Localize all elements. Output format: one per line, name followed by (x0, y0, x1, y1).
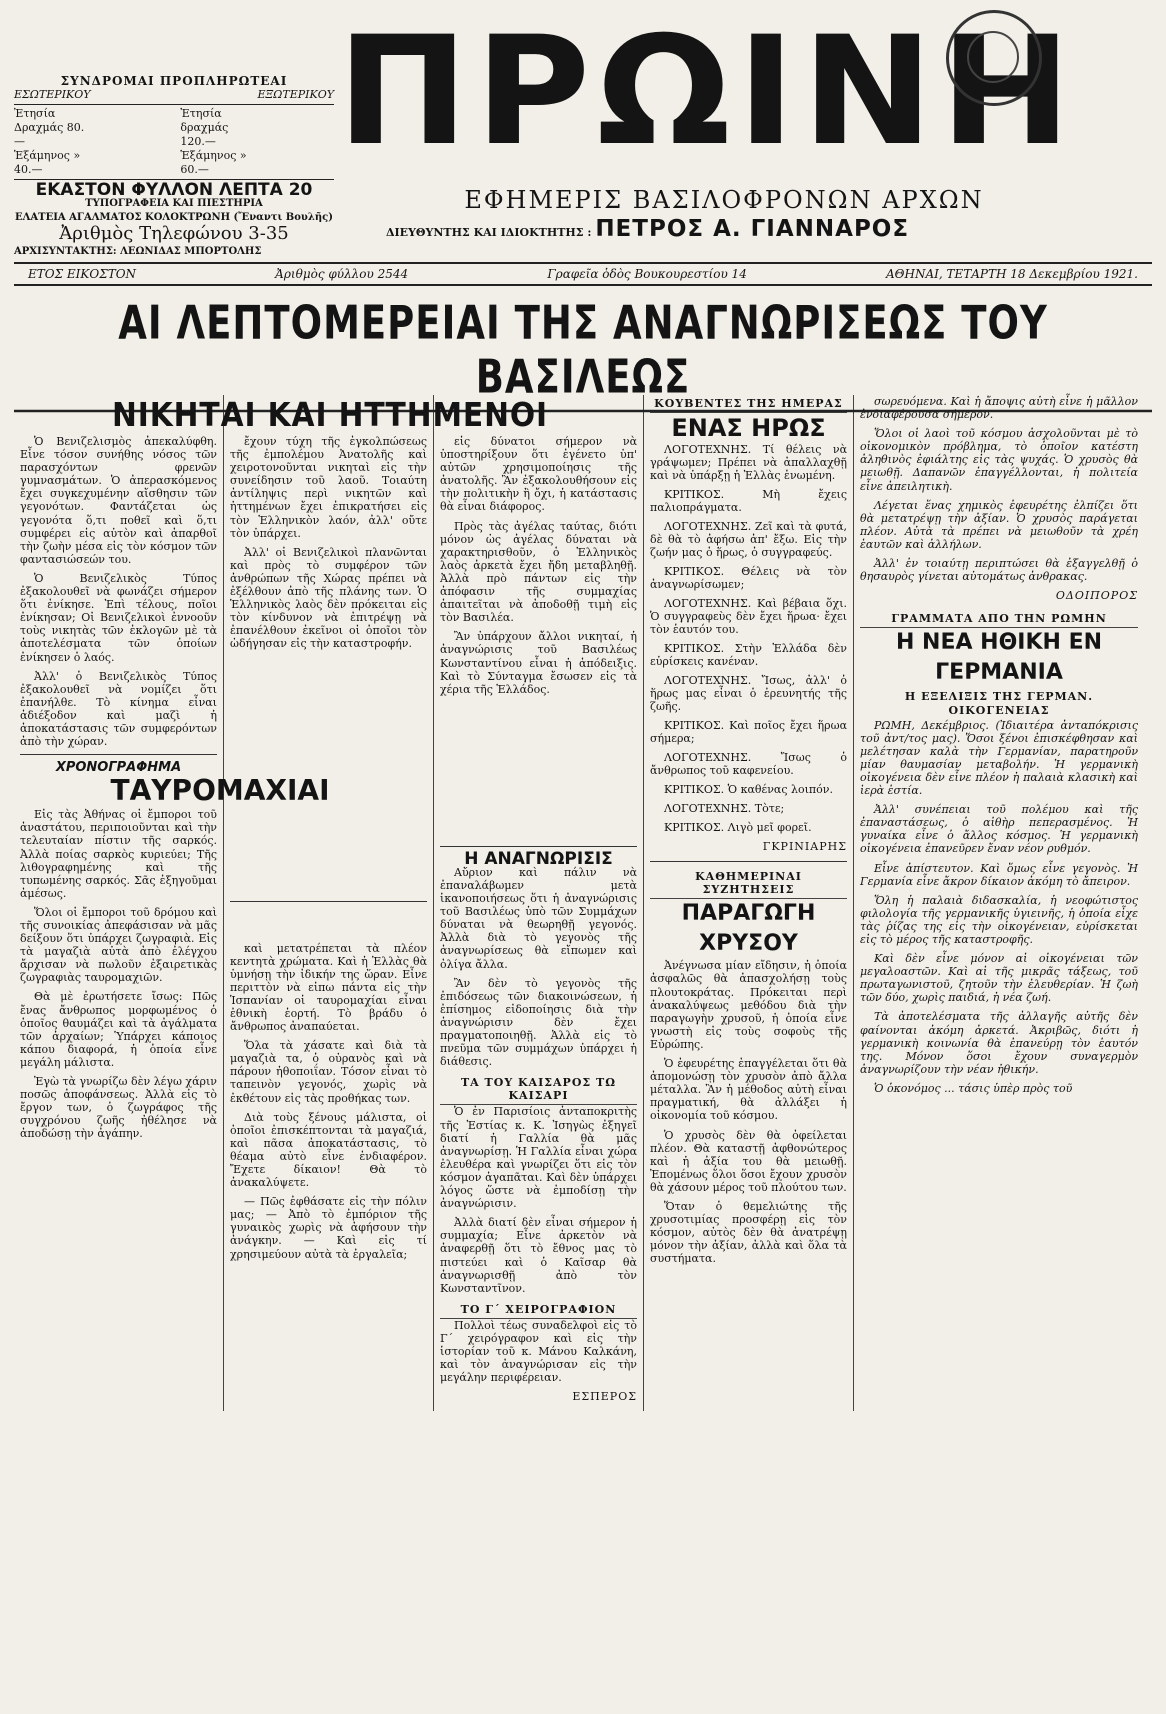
gold-paragraph: Ὅταν ὁ θεμελιώτης τῆς χρυσοτιμίας προσφέρῃ εἰς τὸν κόσμον, αὐτὸς δὲν θὰ ἀνατρέψῃ μόνον τὴν ἀξίαν, ἀλλὰ καὶ ὅλα τὰ συστήματα. (650, 1199, 847, 1266)
for-half: Ἑξάμηνος » 60.— (180, 149, 247, 176)
chronography-paragraph: καὶ μετατρέπεται τὰ πλέον κεντητὰ χρώματα. Καὶ ἡ Ἐλλὰς θὰ ὑμνήσῃ τὴν ἰδικήν της ὥραν. Εἶνε περιττὸν νὰ εἰπω πάντα εἰς τὴν Ἱσπανίαν οἱ ταυρομαχίαι εἶναι ἐθνικὴ ἑορτή. Τὸ βράδυ ὁ ἄνθρωπος ἀναπαύεται. (230, 941, 427, 1034)
lead-paragraph: ἔχουν τύχη τῆς ἐγκολπώσεως τῆς ἐμπολέμου Ἀνατολῆς καὶ χειροτονοῦνται νικηταὶ εἰς τὴν συνείδησιν τοῦ λαοῦ. Τοιαύτη ἀντίληψις περὶ νικητῶν καὶ ἡττημένων ἔχει ἐπικρατήσει εἰς τὸν Ἑλληνικὸν λαόν, ἀλλ' οὔτε τὸν ὑπάρχει. (230, 435, 427, 540)
dialog-line: ΚΡΙΤΙΚΟΣ. Μὴ ἔχεις παλιοπράγματα. (650, 488, 847, 515)
right-paragraph: Ὅλη ἡ παλαιὰ διδασκαλία, ἡ νεοφώτιστος φιλολογία τῆς γερμανικῆς ὑγιεινῆς, ἡ ὁποία εἶχε τὰς ῥίζας της εἰς τὴν οἰκογένειαν, εὐρίσκεται εἰς τὸ μέρος τῆς καταστροφῆς. (860, 893, 1138, 946)
dialog-line: ΛΟΓΟΤΕΧΝΗΣ. Ζεῖ καὶ τὰ φυτά, δὲ θὰ τὸ ἀφήσω ἀπ' ἔξω. Εἰς τὴν ζωήν μας ὁ ἥρως, ὁ συγγραφεύς. (650, 520, 847, 560)
domestic-label: ΕΣΩΤΕΡΙΚΟΥ (14, 88, 91, 101)
gold-label: ΚΑΘΗΜΕΡΙΝΑΙ ΣΥΖΗΤΗΣΕΙΣ (650, 868, 847, 899)
dialog-label: ΚΟΥΒΕΝΤΕΣ ΤΗΣ ΗΜΕΡΑΣ (650, 395, 847, 413)
right-paragraph: σωρευόμενα. Καὶ ἡ ἄποψις αὐτὴ εἶνε ἡ μᾶλλον ἐνδιαφέρουσα σήμερον. (860, 395, 1138, 422)
chronography-paragraph: Ὅλοι οἱ ἔμποροι τοῦ δρόμου καὶ τῆς συνοικίας ἀπεφάσισαν νὰ μᾶς δείξουν ὅτι ὑπάρχει ζωγραφιὰ. Εἰς τὰ μαγαζιὰ αὐτὰ ἀπὸ ἐλέγχου ἄρχισαν νὰ πωλοῦν ἐξαιρετικὰς ζωγραφιὰς ταυρομαχιῶν. (20, 905, 217, 985)
director-label: ΔΙΕΥΘΥΝΤΗΣ ΚΑΙ ΙΔΙΟΚΤΗΤΗΣ : (386, 226, 592, 239)
column-5 (854, 395, 1144, 1411)
lead-paragraph: Πρὸς τὰς ἀγέλας ταύτας, διότι μόνον ὡς ἀγέλας δύναται νὰ χαρακτηρισθοῦν, ὁ Ἑλληνικὸς λαὸς ἀρκετὰ ἔχει ἤδη μεταβληθῇ. Ἀλλὰ πρὸ πάντων εἰς τὴν ἀπόφασιν τῆς συμμαχίας ἀπαιτεῖται νὰ ἀποδοθῇ τιμὴ εἰς τὸν Βασιλέα. (440, 519, 637, 625)
lead-paragraph: Ὁ Βενιζελικὸς Τύπος ἐξακολουθεῖ νὰ φωνάζει σήμερον ὅτι ἐνίκησε. Ἐπὶ τέλους, ποῖοι ἐνίκησαν; Οἱ Βενιζελικοὶ ἐννοοῦν τοὺς νικητὰς τῶν ἐκλογῶν μὲ τὰ ἀποτελέσματα τῶν ὁποίων ἐνίκησεν ὁ λαός. (20, 571, 217, 664)
dialog-title: ΕΝΑΣ ΗΡΩΣ (671, 414, 826, 443)
right-paragraph: Εἶνε ἀπίστευτον. Καὶ ὅμως εἶνε γεγονὸς. Ἡ Γερμανία εἶνε ἄκρον δίκαιον ἀκόμη τὸ ἄπειρον. (860, 861, 1138, 888)
dialog-line: ΛΟΓΟΤΕΧΝΗΣ. Καὶ βέβαια ὅχι. Ὁ συγγραφεὺς δὲν ἔχει ἥρωα· ἔχει τὸν ἑαυτόν του. (650, 597, 847, 637)
letter-label: ΓΡΑΜΜΑΤΑ ΑΠΟ ΤΗΝ ΡΩΜΗΝ (860, 610, 1138, 628)
year-label: ΕΤΟΣ ΕΙΚΟΣΤΟΝ (28, 267, 137, 281)
chief-editor: ΑΡΧΙΣΥΝΤΑΚΤΗΣ: ΛΕΩΝΙΔΑΣ ΜΠΟΡΤΟΛΗΣ (14, 246, 262, 257)
dialog-line: ΚΡΙΤΙΚΟΣ. Λιγὸ μεῖ φορεῖ. (664, 821, 812, 835)
right-paragraph: Ἀλλ' συνέπειαι τοῦ πολέμου καὶ τῆς ἐπαναστάσεως, ὁ αἰθὴρ πεπερασμένος. Ἡ γυναίκα εἶνε ὁ ἄλλος κόσμος. Ἡ γερμανικὴ οἰκογένεια ἐπανεῦρεν ἔναν νέον ρυθμόν. (860, 803, 1138, 856)
right-paragraph: Ὅλοι οἱ λαοὶ τοῦ κόσμου ἀσχολοῦνται μὲ τὸ οἰκονομικὸν πρόβλημα, τὸ ὁποῖον κατέστη ἀληθινὸς ἐφιάλτης εἰς τὰς ψυχάς. Ὁ χρυσὸς θὰ μειωθῇ. Δαπανῶν ἐπαγγέλλονται, ἡ πολιτεία εἶνε ἀπειλητικὴ. (860, 427, 1138, 493)
chronography-paragraph: Θὰ μὲ ἐρωτήσετε ἴσως: Πῶς ἔνας ἄνθρωπος μορφωμένος ὁ ὁποῖος θαυμάζει καὶ τὰ ἀγάλματα τῶν ἀρχαίων; Ὑπάρχει κάποιος κάπου διαφορά, ἡ ὁποία εἶνε μεγάλη μάλιστα. (20, 990, 217, 1069)
lead-paragraph: Ἀλλ' ὁ Βενιζελικὸς Τύπος ἐξακολουθεῖ νὰ νομίζει ὅτι ἐπανήλθε. Τὸ κίνημα εἶναι ἀδιέξοδον καὶ μαζὶ ἡ ἀποκατάστασις τῶν συμφερόντων ἀπὸ τὴν χώραν. (20, 669, 217, 749)
foreign-label: ΕΞΩΤΕΡΙΚΟΥ (257, 88, 334, 101)
column-2 (224, 395, 434, 1411)
right-signature: ΟΔΟΙΠΟΡΟΣ (1055, 589, 1138, 603)
recognition-title: Η ΑΝΑΓΝΩΡΙΣΙΣ (464, 848, 613, 869)
recognition-paragraph: Ἀλλὰ διατί δὲν εἶναι σήμερον ἡ συμμαχία; Εἶνε ἀρκετὸν νὰ ἀναφερθῇ ὅτι τὸ ἔθνος μας τὸ πιστεύει καὶ ὁ Καῖσαρ θὰ ἀναγνωρισθῇ ἀπὸ τὸν Κωνσταντῖνον. (440, 1216, 637, 1295)
stamp-seal (946, 10, 1042, 106)
subscription-cols (14, 88, 334, 102)
subscription-prices (14, 104, 334, 180)
gold-paragraph: Ὁ χρυσὸς δὲν θὰ ὀφείλεται πλέον. Θὰ καταστῇ ἀφθονώτερος καὶ ἡ ἀξία του θὰ μειωθῇ. Ἐπομένως ὅλοι ὅσοι ἔχουν χρυσὸν θὰ χάσουν μέρος τοῦ πλούτου των. (650, 1128, 847, 1194)
dialog-line: ΛΟΓΟΤΕΧΝΗΣ. Τὸτε; (664, 802, 785, 816)
director-line (386, 216, 1086, 242)
chronography-title: ΤΑΥΡΟΜΑΧΙΑΙ (110, 774, 330, 808)
chronography-signature: ΕΣΠΕΡΟΣ (572, 1390, 637, 1404)
divider (650, 861, 847, 862)
recognition-paragraph: Ὁ ἐν Παρισίοις ἀνταποκριτὴς τῆς Ἑστίας κ. Κ. Ἰσηγὼς ἐξηγεῖ διατί ἡ Γαλλία θὰ μᾶς ἀναγνωρίσῃ. Ἡ Γαλλία εἶναι χώρα ἐλευθέρα καὶ γνωρίζει ὅτι εἰς τὸν κόσμον ἀγαπᾶται. Καὶ δὲν ὑπάρχει λόγος ὥστε νὰ ἐμποδίσῃ τὴν ἀναγνώρισιν. (440, 1105, 637, 1211)
dialog-line: ΚΡΙΤΙΚΟΣ. Στὴν Ἑλλάδα δὲν εὑρίσκεις κανέναν. (650, 642, 847, 669)
gold-paragraph: Ἀνέγνωσα μίαν εἴδησιν, ἡ ὁποία ἀσφαλῶς θὰ ἀπασχολήσῃ τοὺς πλουτοκράτας. Πρόκειται περὶ ἀνακαλύψεως μεθόδου διὰ τὴν παραγωγὴν χρυσοῦ, ἡ ὁποία εἶνε γνωστὴ εἰς τοὺς σοφοὺς τῆς Εὐρώπης. (650, 959, 847, 1051)
lead-paragraph: εἰς δύνατοι σήμερον νὰ ὑποστηρίξουν ὅτι ἐγένετο ὑπ' αὐτῶν χρησιμοποίησις τῆς ἀνατολῆς. Ἂν ἐξακολουθήσουν εἰς τὴν πολιτικὴν ἢ ὄχι, ἡ κατάστασις θὰ εἶναι διάφορος. (440, 435, 637, 514)
dialog-lines (650, 443, 847, 834)
newspaper-subtitle: ΕΦΗΜΕΡΙΣ ΒΑΣΙΛΟΦΡΟΝΩΝ ΑΡΧΩΝ (464, 186, 984, 214)
dialog-line: ΛΟΓΟΤΕΧΝΗΣ. Ἴσως, ἀλλ' ὁ ἥρως μας εἶναι ὁ ἐρευνητής τῆς ζωῆς. (650, 674, 847, 714)
chronography-paragraph: Ἐγὼ τὰ γνωρίζω δὲν λέγω χάριν ποσῶς ἀποφάνσεως. Ἀλλὰ εἰς τὸ ἔργον των, ὁ ζωγράφος τῆς συγχρόνου ζωῆς ἠθέλησε νὰ ἀποδώσῃ τὴν ἀγάπην. (20, 1075, 217, 1141)
chronography-label: ΧΡΟΝΟΓΡΑΦΗΜΑ (55, 760, 182, 776)
dialog-line: ΚΡΙΤΙΚΟΣ. Θέλεις νὰ τὸν ἀναγνωρίσωμεν; (650, 565, 847, 592)
letter-title: Η ΝΕΑ ΗΘΙΚΗ ΕΝ ΓΕΡΜΑΝΙΑ (895, 630, 1103, 686)
office-address: Γραφεῖα ὁδὸς Βουκουρεστίου 14 (547, 267, 747, 281)
chronography-paragraph: Εἰς τὰς Ἀθήνας οἱ ἔμποροι τοῦ ἀναστάτου, περιποιοῦνται καὶ τὴν τελευταίαν πίστιν τῆς σαρκός. Ἀλλὰ ποίας σαρκὸς κυριεύει; Τῆς λιθογραφημένης καὶ τῆς τυπωμένης σαρκός. Σᾶς ἐξηγοῦμαι ἀμέσως. (20, 808, 217, 900)
recognition-subtitle: ΤΑ ΤΟΥ ΚΑΙΣΑΡΟΣ ΤΩ ΚΑΙΣΑΡΙ (440, 1074, 637, 1105)
right-paragraph: Λέγεται ἕνας χημικὸς ἐφευρέτης ἐλπίζει ὅτι θὰ μετατρέψῃ τὴν ἀξίαν. Ὁ χρυσὸς παράγεται πλέον. Αὐτὰ τὰ πρέπει νὰ μειωθοῦν τὰ χρέη ἑαυτῶν καὶ ἀλλήλων. (860, 498, 1138, 551)
dialog-line: ΛΟΓΟΤΕΧΝΗΣ. Ἴσως ὁ ἄνθρωπος τοῦ καφενείου. (650, 751, 847, 778)
main-headline: ΑΙ ΛΕΠΤΟΜΕΡΕΙΑΙ ΤΗΣ ΑΝΑΓΝΩΡΙΣΕΩΣ ΤΟΥ ΒΑΣΙΛΕΩΣ (14, 286, 1152, 412)
lead-paragraph: Ἀλλ' οἱ Βενιζελικοὶ πλανῶνται καὶ πρὸς τὸ συμφέρον τῶν ἀνθρώπων τῆς Χώρας πρέπει νὰ ἐξέλθουν ἀπὸ τῆς πλάνης των. Ὁ Ἑλληνικὸς λαὸς δὲν πρόκειται εἰς τὸν κίνδυνον νὰ ἐπιτρέψῃ νὰ ἐπανέλθουν ἐκεῖνοι οἱ ὁποῖοι τὸν ὠδήγησαν εἰς τὴν καταστροφήν. (230, 545, 427, 651)
subscription-box (14, 74, 334, 259)
divider (230, 901, 427, 902)
gold-paragraph: Ὁ ἐφευρέτης ἐπαγγέλεται ὅτι θὰ ἀπομονώσῃ τὸν χρυσὸν ἀπὸ ἄλλα μέταλλα. Ἂν ἡ μέθοδος αὐτὴ εἶναι πραγματική, θὰ ἀλλάξει ἡ οἰκονομία τοῦ κόσμου. (650, 1057, 847, 1123)
recognition-paragraph: Ἂν δὲν τὸ γεγονὸς τῆς ἐπιδόσεως τῶν διακοινώσεων, ἡ ἐπίσημος εἰδοποίησις διὰ τὴν ἀναγνώρισιν δὲν ἔχει πραγματοποιηθῇ. Ἀλλὰ εἰς τὸ πνεῦμα τῶν συμμάχων ὑπάρχει ἡ διάθεσις. (440, 976, 637, 1069)
column-3 (434, 395, 644, 1411)
recognition-paragraph: Πολλοὶ τέως συναδελφοὶ εἰς τὸ Γ΄ χειρόγραφον καὶ εἰς τὴν ἱστορίαν τοῦ κ. Μάνου Καλκάνη, καὶ τὸν ἀναγνώρισαν εἰς τὴν μεγάλην περιφέρειαν. (440, 1318, 637, 1385)
lead-title: ΝΙΚΗΤΑΙ ΚΑΙ ΗΤΤΗΜΕΝΟΙ (112, 395, 548, 434)
dialog-line: ΛΟΓΟΤΕΧΝΗΣ. Τί θέλεις νὰ γράψωμεν; Πρέπει νὰ ἀπαλλαχθῇ καὶ νὰ ὑπάρξῃ ἡ Ἑλλὰς ἑνωμένη. (650, 443, 847, 483)
phone-number: Ἀριθμὸς Τηλεφώνου 3-35 (59, 223, 289, 244)
issue-date: ΑΘΗΝΑΙ, ΤΕΤΑΡΤΗ 18 Δεκεμβρίου 1921. (885, 267, 1138, 281)
newspaper-title: ΠΡΩΙΝΗ (336, 5, 1078, 179)
chronography-paragraph: Ὅλα τὰ χάσατε καὶ διὰ τὰ μαγαζιὰ τα, ὁ οὐρανὸς καὶ νὰ πάρουν ἠθοποιΐαν. Τόσον εἶναι τὸ ταπεινὸν γεγονός, χωρὶς νὰ ἐκθέτουν εἰς τὰς προθήκας των. (230, 1039, 427, 1105)
chronography-paragraph: Διὰ τοὺς ξένους μάλιστα, οἱ ὁποῖοι ἐπισκέπτονται τὰ μαγαζιά, καὶ πᾶσα ἀποκατάστασις, τὸ θέαμα αὐτὸ εἶνε ἐνδιαφέρον. Ἔχετε δίκαιον! Θὰ τὸ ἀνακαλύψετε. (230, 1110, 427, 1190)
printing-label: ΤΥΠΟΓΡΑΦΕΙΑ ΚΑΙ ΠΙΕΣΤΗΡΙΑ (85, 198, 263, 209)
dom-half: Ἑξάμηνος » 40.— (14, 149, 81, 176)
right-paragraph: Ὁ ὁκονόμος ... τάσις ὑπὲρ πρὸς τοῦ (874, 1081, 1073, 1095)
issue-price: ΕΚΑΣΤΟΝ ΦΥΛΛΟΝ ΛΕΠΤΑ 20 (35, 180, 313, 200)
masthead (14, 5, 1152, 260)
chronography-paragraph: — Πῶς ἐφθάσατε εἰς τὴν πόλιν μας; — Ἀπὸ τὸ ἐμπόριον τῆς γυναικὸς χωρὶς νὰ ἀφήσουν τὴν ἀνάγκην. — Καὶ εἰς τί χρησιμεύουν αὐτὰ τὰ ἐργαλεῖα; (230, 1195, 427, 1261)
column-4 (644, 395, 854, 1411)
lead-paragraph: Ὁ Βενιζελισμὸς ἀπεκαλύφθη. Εἶνε τόσον συνήθης νόσος τῶν παρασχόντων φρενῶν γυμνασμάτων. Ὁ ἀπερασκόμενος ἔχει συγκεχυμένην αἴσθησιν τῶν γεγονότων. Φαντάζεται ὡς γεγονότα ὅ,τι ποθεῖ καὶ ὅ,τι συμφέρει εἰς αὐτὸν καὶ ἀπαρθοῖ τὴν ζωὴν μέσα εἰς τὸν κόσμον τῶν φαντασιώσεών του. (20, 435, 217, 566)
right-paragraph: Καὶ δὲν εἶνε μόνον αἱ οἰκογένειαι τῶν μεγαλοαστῶν. Καὶ αἱ τῆς μικρᾶς τάξεως, τοῦ πρωταγωνιστοῦ, ζητοῦν τὴν ἐλευθερίαν. Ἡ ζωὴ τῶν δύο, χωρὶς παιδιά, ἡ νέα ζωή. (860, 952, 1138, 1005)
printing-address: ΕΛΑΤΕΙΑ ΑΓΑΛΜΑΤΟΣ ΚΟΛΟΚΤΡΩΝΗ (Ἔναντι Βουλῆς) (15, 212, 333, 223)
right-paragraph: Ἀλλ' ἐν τοιαύτῃ περιπτώσει θὰ ἐξαγγελθῇ ὁ θησαυρὸς γίνεται αὐτομάτως ἀνθρακας. (860, 557, 1138, 584)
subscriptions-title: ΣΥΝΔΡΟΜΑΙ ΠΡΟΠΛΗΡΩΤΕΑΙ (60, 74, 288, 88)
spacer (230, 908, 427, 942)
divider (20, 754, 217, 755)
right-paragraph: ΡΩΜΗ, Δεκέμβριος. (Ἰδιαιτέρα ἀνταπόκρισις τοῦ ἀντ/τος μας). Ὅσοι ξένοι ἐπισκέφθησαν καὶ μελέτησαν καλὰ τὴν Γερμανίαν, παρατηροῦν μίαν θαυμασίαν μεταβολήν. Ἡ γερμανικὴ οἰκογένεια δὲν εἶνε πλέον ἡ παλαιὰ κλασικὴ καὶ ἱερὰ ἑστία. (860, 718, 1138, 798)
divider (440, 846, 637, 847)
dialog-signature: ΓΚΡΙΝΙΑΡΗΣ (762, 840, 847, 854)
recognition-paragraph: Αὔριον καὶ πάλιν νὰ ἐπαναλάβωμεν μετὰ ἱκανοποιήσεως ὅτι ἡ ἀναγνώρισις τοῦ Βασιλέως ὑπὸ τῶν Συμμάχων δύναται νὰ θεωρηθῇ γεγονός. Ἀλλὰ διὰ τὸ γεγονὸς τῆς ἀναγνωρίσεως θὰ εἴπωμεν καὶ ὀλίγα ἄλλα. (440, 865, 637, 971)
domestic-prices (14, 107, 168, 177)
director-name: ΠΕΤΡΟΣ Α. ΓΙΑΝΝΑΡΟΣ (595, 216, 910, 242)
recognition-subtitle-2: ΤΟ Γ΄ ΧΕΙΡΟΓΡΑΦΙΟΝ (440, 1301, 637, 1319)
lead-paragraph: Ἂν ὑπάρχουν ἄλλοι νικηταί, ἡ ἀναγνώρισις τοῦ Βασιλέως Κωνσταντίνου εἶναι ἡ ἀπόδειξις. Καὶ τὸ Σύνταγμα ἔσωσεν εἰς τὰ χέρια τῆς Ἑλλάδος. (440, 630, 637, 696)
dialog-line: ΚΡΙΤΙΚΟΣ. Καὶ ποῖος ἔχει ἥρωα σήμερα; (650, 719, 847, 746)
letter-subtitle: Η ΕΞΕΛΙΞΙΣ ΤΗΣ ΓΕΡΜΑΝ. ΟΙΚΟΓΕΝΕΙΑΣ (904, 690, 1094, 717)
issue-number: Ἀριθμὸς φύλλου 2544 (275, 267, 409, 281)
article-columns (14, 395, 1152, 1411)
foreign-prices (180, 107, 334, 177)
right-paragraph: Τὰ ἀποτελέσματα τῆς ἀλλαγῆς αὐτῆς δὲν φαίνονται ἀκόμη ἀρκετά. Ἀκριβῶς, διότι ἡ γερμανικὴ κοινωνία θὰ ἐπανεύρῃ τὸν ἑαυτόν της. Μόνον ὅσοι ἔχουν συναγερμὸν ἀναγνωρίζουν τὴν νέαν ἠθικήν. (860, 1010, 1138, 1076)
gold-title: ΠΑΡΑΓΩΓΗ ΧΡΥΣΟΥ (681, 901, 816, 957)
for-year: Ἐτησία δραχμάς 120.— (180, 107, 229, 148)
dialog-line: ΚΡΙΤΙΚΟΣ. Ὁ καθένας λοιπόν. (664, 783, 833, 797)
info-bar (14, 262, 1152, 286)
dom-year: Ἐτησία Δραχμάς 80.— (14, 107, 85, 148)
